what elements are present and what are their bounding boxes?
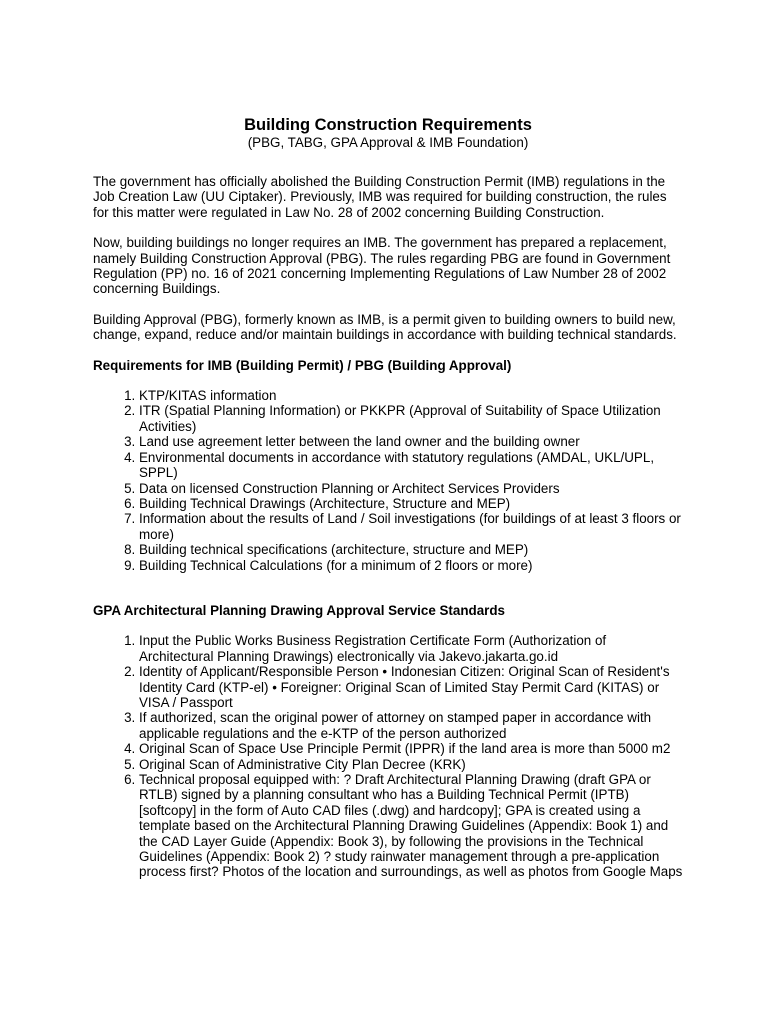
- list-item: 5. Data on licensed Construction Planning or Architect Services Providers: [139, 481, 683, 496]
- page-subtitle: (PBG, TABG, GPA Approval & IMB Foundation): [247, 135, 529, 150]
- gpa-service-list: [93, 633, 683, 880]
- list-item: 1. Input the Public Works Business Registration Certificate Form (Authorization of Architectural Planning Drawings) electronically via Jakevo.jakarta.go.id: [139, 633, 683, 664]
- paragraph: The government has officially abolished the Building Construction Permit (IMB) regulations in the Job Creation Law (UU Ciptaker). Previously, IMB was required for building construction, the rules for this matter were regulated in Law No. 28 of 2002 concerning Building Construction.: [93, 174, 667, 220]
- list-item: 4. Original Scan of Space Use Principle Permit (IPPR) if the land area is more than 5000 m2: [139, 741, 683, 756]
- page-title: Building Construction Requirements: [244, 116, 532, 134]
- list-item: 9. Building Technical Calculations (for a minimum of 2 floors or more): [139, 558, 683, 573]
- list-item: 2. ITR (Spatial Planning Information) or PKKPR (Approval of Suitability of Space Utilization Activities): [139, 403, 683, 434]
- paragraph: Now, building buildings no longer requires an IMB. The government has prepared a replacement, namely Building Construction Approval (PBG). The rules regarding PBG are found in Government Regulation (PP) no. 16 of 2021 concerning Implementing Regulations of Law Number 28 of 2002 concerning Buildings.: [93, 235, 671, 297]
- paragraph: Building Approval (PBG), formerly known as IMB, is a permit given to building owners to build new, change, expand, reduce and/or maintain buildings in accordance with building technical standards.: [93, 311, 677, 343]
- section-heading-gpa: GPA Architectural Planning Drawing Approval Service Standards: [93, 602, 505, 618]
- list-item: 5. Original Scan of Administrative City Plan Decree (KRK): [139, 757, 683, 772]
- list-item: 3. Land use agreement letter between the land owner and the building owner: [139, 434, 683, 449]
- requirements-list: [93, 388, 683, 573]
- list-item: 8. Building technical specifications (architecture, structure and MEP): [139, 542, 683, 557]
- list-item: 6. Technical proposal equipped with: ? Draft Architectural Planning Drawing (draft GPA or RTLB) signed by a planning consultant who has a Building Technical Permit (IPTB) [softcopy] in the form of Auto CAD files (.dwg) and hardcopy]; GPA is created using a template based on the Architectural Planning Drawing Guidelines (Appendix: Book 1) and the CAD Layer Guide (Appendix: Book 3), by following the provisions in the Technical Guidelines (Appendix: Book 2) ? study rainwater management through a pre-application process first? Photos of the location and surroundings, as well as photos from Google Maps: [139, 772, 683, 880]
- document-body: [93, 116, 683, 880]
- list-item: 2. Identity of Applicant/Responsible Person • Indonesian Citizen: Original Scan of Resident's Identity Card (KTP-el) • Foreigner: Original Scan of Limited Stay Permit Card (KITAS) or VISA / Passport: [139, 664, 683, 710]
- list-item: 7. Information about the results of Land / Soil investigations (for buildings of at least 3 floors or more): [139, 511, 683, 542]
- list-item: 6. Building Technical Drawings (Architecture, Structure and MEP): [139, 496, 683, 511]
- section-heading-requirements: Requirements for IMB (Building Permit) / PBG (Building Approval): [93, 357, 512, 373]
- list-item: 1. KTP/KITAS information: [139, 388, 683, 403]
- list-item: 3. If authorized, scan the original power of attorney on stamped paper in accordance with applicable regulations and the e-KTP of the person authorized: [139, 710, 683, 741]
- list-item: 4. Environmental documents in accordance with statutory regulations (AMDAL, UKL/UPL, SPPL): [139, 450, 683, 481]
